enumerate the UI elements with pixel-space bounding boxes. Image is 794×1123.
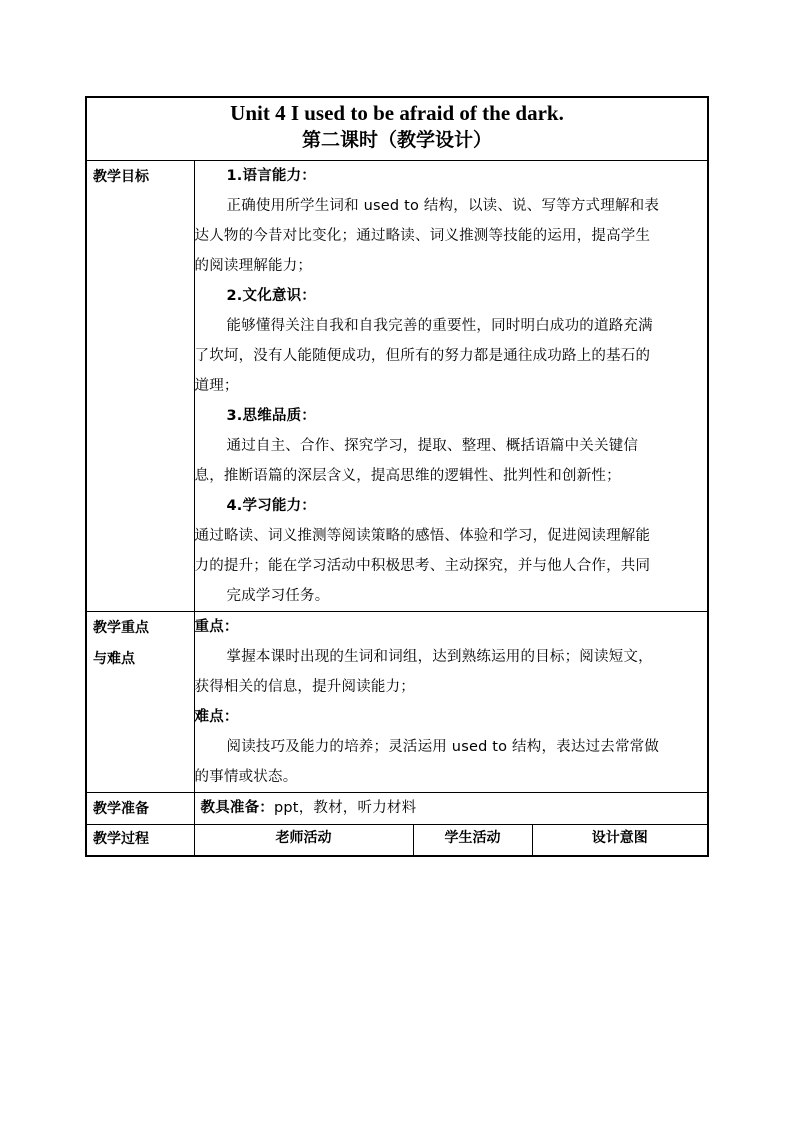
key-points-label-line2: 与难点 — [93, 651, 135, 667]
objectives-content — [194, 161, 708, 612]
preparation-prefix: 教具准备： — [200, 800, 274, 816]
objective-line: 通过自主、合作、探究学习，提取、整理、概括语篇中关关键信 — [226, 438, 639, 454]
process-row — [86, 825, 708, 857]
objective-line: 正确使用所学生词和 used to 结构，以读、说、写等方式理解和表 — [226, 198, 660, 214]
preparation-row — [86, 793, 708, 825]
preparation-content — [194, 793, 708, 825]
title-chinese: 第二课时（教学设计） — [301, 129, 492, 151]
teacher-activity-label: 老师活动 — [275, 830, 332, 846]
objectives-row — [86, 161, 708, 612]
difficulty-heading: 难点： — [194, 709, 239, 725]
objective-line: 息，推断语篇的深层含义，提高思维的逻辑性、批判性和创新性； — [194, 468, 621, 484]
key-points-label-cell — [86, 612, 194, 793]
objectives-label-cell — [86, 161, 194, 612]
preparation-label: 教学准备 — [93, 801, 149, 817]
student-activity-header — [413, 825, 532, 857]
objective-line: 达人物的今昔对比变化；通过略读、词义推测等技能的运用，提高学生 — [194, 228, 651, 244]
student-activity-label: 学生活动 — [444, 830, 501, 846]
process-label: 教学过程 — [93, 831, 149, 847]
lesson-plan-table — [85, 96, 709, 857]
difficulty-line: 的事情或状态。 — [194, 769, 298, 785]
objective-line: 力的提升；能在学习活动中积极思考、主动探究，并与他人合作，共同 — [194, 558, 651, 574]
focus-line: 掌握本课时出现的生词和词组，达到熟练运用的目标；阅读短文， — [226, 649, 653, 665]
objective-line: 的阅读理解能力； — [194, 258, 313, 274]
design-intent-header — [532, 825, 708, 857]
objective-line: 能够懂得关注自我和自我完善的重要性，同时明白成功的道路充满 — [226, 318, 653, 334]
teacher-activity-header — [194, 825, 413, 857]
focus-heading: 重点： — [194, 619, 239, 635]
key-points-label-line1: 教学重点 — [93, 620, 149, 636]
objective-heading-thinking: 3.思维品质： — [226, 408, 316, 424]
objective-heading-learning: 4.学习能力： — [226, 498, 316, 514]
title-english: Unit 4 I used to be afraid of the dark. — [230, 101, 564, 125]
objective-heading-culture: 2.文化意识： — [226, 288, 316, 304]
preparation-value: ppt，教材，听力材料 — [274, 800, 417, 816]
objective-line: 道理； — [194, 378, 239, 394]
process-label-cell — [86, 825, 194, 857]
title-row — [86, 97, 708, 161]
objective-line: 完成学习任务。 — [226, 588, 330, 604]
objective-line: 了坎坷，没有人能随便成功，但所有的努力都是通往成功路上的基石的 — [194, 348, 651, 364]
design-intent-label: 设计意图 — [591, 830, 648, 846]
focus-line: 获得相关的信息，提升阅读能力； — [194, 679, 415, 695]
key-points-row — [86, 612, 708, 793]
difficulty-line: 阅读技巧及能力的培养；灵活运用 used to 结构，表达过去常常做 — [226, 739, 660, 755]
objectives-label: 教学目标 — [93, 169, 149, 185]
key-points-content — [194, 612, 708, 793]
preparation-label-cell — [86, 793, 194, 825]
objective-heading-language: 1.语言能力： — [226, 168, 316, 184]
title-cell — [86, 97, 708, 161]
objective-line: 通过略读、词义推测等阅读策略的感悟、体验和学习，促进阅读理解能 — [194, 528, 651, 544]
